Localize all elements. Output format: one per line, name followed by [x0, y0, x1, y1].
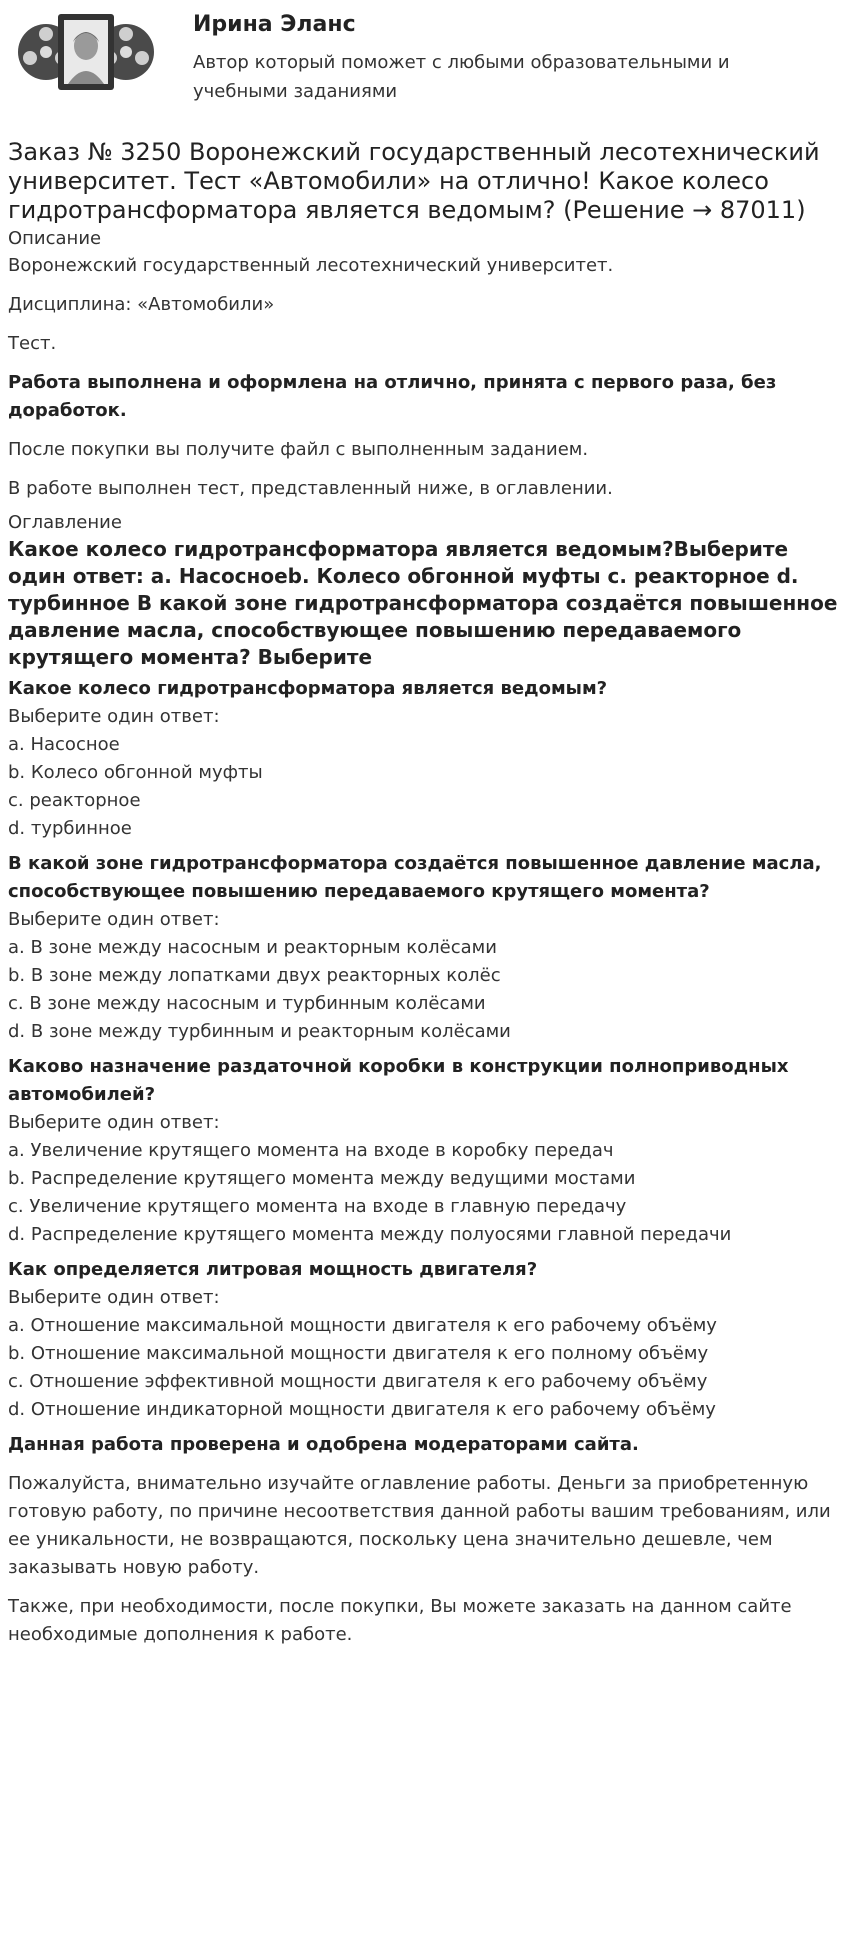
refund-warning: Пожалуйста, внимательно изучайте оглавление работы. Деньги за приобретенную готовую работу, по причине несоответствия данной работы вашим требованиям, или ее уникальности, не возвращаются, поскольку цена значительно дешевле, чем заказывать новую работу.	[8, 1473, 831, 1578]
toc-summary: Какое колесо гидротрансформатора является ведомым?Выберите один ответ: a. Насосноеb. Колесо обгонной муфты c. реакторное d. турбинное В какой зоне гидротрансформатора создаётся повышенное давление масла, способствующее повышению передаваемого крутящего момента? Выберите	[8, 537, 838, 669]
author-name[interactable]: Ирина Эланс	[193, 12, 356, 37]
question-title: В какой зоне гидротрансформатора создаётся повышенное давление масла, способствующее повышению передаваемого крутящего момента?	[8, 853, 822, 902]
description-university: Воронежский государственный лесотехнический университет.	[8, 255, 614, 276]
answer-option: a. Увеличение крутящего момента на входе в коробку передач	[8, 1140, 614, 1161]
description-type: Тест.	[8, 333, 57, 354]
answer-option: c. В зоне между насосным и турбинным колёсами	[8, 993, 486, 1014]
question-title: Каково назначение раздаточной коробки в конструкции полноприводных автомобилей?	[8, 1056, 789, 1105]
author-avatar[interactable]	[16, 8, 156, 96]
author-header	[8, 0, 839, 138]
answer-option: c. реакторное	[8, 790, 141, 811]
answer-option: c. Увеличение крутящего момента на входе в главную передачу	[8, 1196, 627, 1217]
question-block	[8, 675, 839, 843]
answer-option: b. Распределение крутящего момента между ведущими мостами	[8, 1168, 636, 1189]
description-discipline: Дисциплина: «Автомобили»	[8, 294, 275, 315]
question-prompt: Выберите один ответ:	[8, 706, 220, 727]
answer-option: b. В зоне между лопатками двух реакторных колёс	[8, 965, 501, 986]
description-quality: Работа выполнена и оформлена на отлично, принята с первого раза, без доработок.	[8, 372, 777, 421]
page-title: Заказ № 3250 Воронежский государственный лесотехнический университет. Тест «Автомобили» на отлично! Какое колесо гидротрансформатора является ведомым? (Решение → 87011)	[8, 138, 820, 224]
answer-option: c. Отношение эффективной мощности двигателя к его рабочему объёму	[8, 1371, 708, 1392]
answer-option: d. В зоне между турбинным и реакторным колёсами	[8, 1021, 511, 1042]
question-title: Какое колесо гидротрансформатора является ведомым?	[8, 678, 608, 699]
description-contents-note: В работе выполнен тест, представленный ниже, в оглавлении.	[8, 478, 613, 499]
question-block	[8, 850, 839, 1046]
answer-option: d. турбинное	[8, 818, 132, 839]
answer-option: a. В зоне между насосным и реакторным колёсами	[8, 937, 497, 958]
question-block	[8, 1053, 839, 1249]
toc-label: Оглавление	[8, 512, 122, 533]
answer-option: d. Распределение крутящего момента между полуосями главной передачи	[8, 1224, 732, 1245]
answer-option: a. Насосное	[8, 734, 120, 755]
question-prompt: Выберите один ответ:	[8, 1112, 220, 1133]
description-after-purchase: После покупки вы получите файл с выполненным заданием.	[8, 439, 589, 460]
approved-note: Данная работа проверена и одобрена модераторами сайта.	[8, 1434, 639, 1455]
question-prompt: Выберите один ответ:	[8, 909, 220, 930]
question-prompt: Выберите один ответ:	[8, 1287, 220, 1308]
answer-option: a. Отношение максимальной мощности двигателя к его рабочему объёму	[8, 1315, 717, 1336]
question-title: Как определяется литровая мощность двигателя?	[8, 1259, 538, 1280]
extra-note: Также, при необходимости, после покупки, Вы можете заказать на данном сайте необходимые дополнения к работе.	[8, 1596, 792, 1645]
answer-option: b. Отношение максимальной мощности двигателя к его полному объёму	[8, 1343, 709, 1364]
answer-option: b. Колесо обгонной муфты	[8, 762, 263, 783]
question-block	[8, 1256, 839, 1424]
description-label: Описание	[8, 228, 102, 249]
author-description: Автор который поможет с любыми образовательными и учебными заданиями	[193, 52, 730, 102]
answer-option: d. Отношение индикаторной мощности двигателя к его рабочему объёму	[8, 1399, 716, 1420]
